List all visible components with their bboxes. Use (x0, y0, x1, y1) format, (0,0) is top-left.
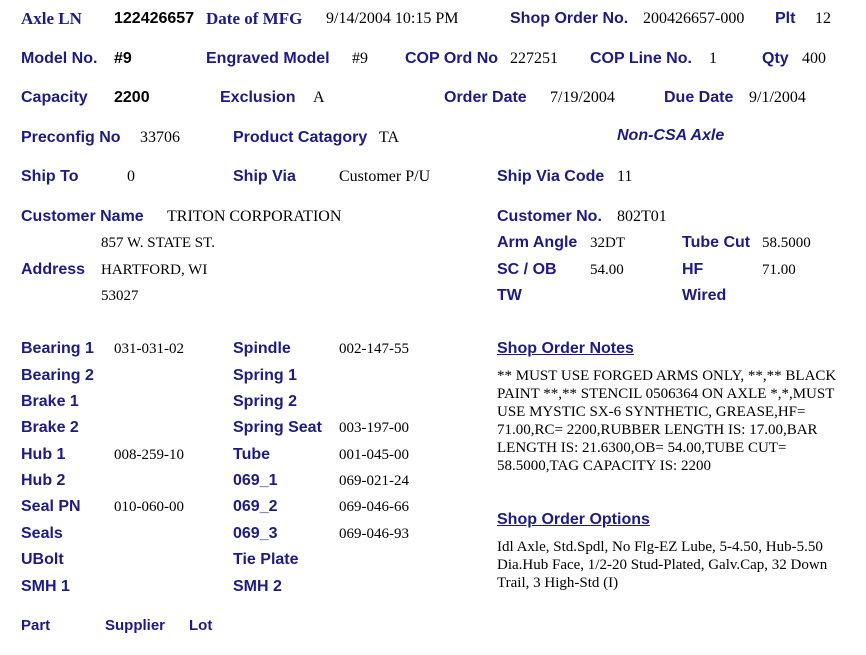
lot-label: Lot (189, 617, 213, 634)
tube-label: Tube (233, 446, 271, 463)
tube-value: 001-045-00 (339, 447, 409, 463)
tie-plate-label: Tie Plate (233, 551, 299, 568)
tube-cut-label: Tube Cut (682, 234, 751, 251)
shop-order-value: 200426657-000 (643, 10, 745, 27)
069-2-value: 069-046-66 (339, 499, 409, 515)
engraved-model-value: #9 (352, 50, 368, 67)
exclusion-label: Exclusion (220, 89, 296, 106)
brake-2-label: Brake 2 (21, 419, 79, 436)
hf-label: HF (682, 261, 704, 278)
seal-pn-value: 010-060-00 (114, 499, 184, 515)
cop-ord-value: 227251 (510, 50, 558, 67)
sc-ob-value: 54.00 (590, 262, 624, 278)
non-csa-label: Non-CSA Axle (617, 127, 725, 144)
customer-no-value: 802T01 (617, 208, 667, 225)
due-date-label: Due Date (664, 89, 734, 106)
cop-line-label: COP Line No. (590, 50, 692, 67)
model-label: Model No. (21, 50, 98, 67)
tw-label: TW (497, 287, 522, 304)
shop-order-options-title: Shop Order Options (497, 511, 650, 528)
hub-1-label: Hub 1 (21, 446, 66, 463)
arm-angle-label: Arm Angle (497, 234, 578, 251)
spindle-label: Spindle (233, 340, 291, 357)
cop-ord-label: COP Ord No (405, 50, 499, 67)
product-category-label: Product Catagory (233, 129, 368, 146)
order-date-label: Order Date (444, 89, 527, 106)
seals-label: Seals (21, 525, 63, 542)
hub-1-value: 008-259-10 (114, 447, 184, 463)
address-line-1: 857 W. STATE ST. (101, 235, 215, 251)
product-category-value: TA (379, 129, 400, 146)
preconfig-value: 33706 (140, 129, 180, 146)
date-mfg-label: Date of MFG (206, 9, 303, 28)
plt-label: Plt (775, 10, 796, 27)
069-1-value: 069-021-24 (339, 473, 409, 489)
hub-2-label: Hub 2 (21, 472, 66, 489)
seal-pn-label: Seal PN (21, 498, 81, 515)
069-2-label: 069_2 (233, 498, 278, 515)
brake-1-label: Brake 1 (21, 393, 79, 410)
ship-via-code-label: Ship Via Code (497, 168, 605, 185)
preconfig-label: Preconfig No (21, 129, 121, 146)
shop-order-label: Shop Order No. (510, 10, 629, 27)
069-3-value: 069-046-93 (339, 526, 409, 542)
spindle-value: 002-147-55 (339, 341, 409, 357)
customer-no-label: Customer No. (497, 208, 602, 225)
shop-order-options-text: Idl Axle, Std.Spdl, No Flg-EZ Lube, 5-4.50, Hub-5.50 Dia.Hub Face, 1/2-20 Stud-Plated, Galv.Cap, 32 Down Trail, 3 High-Std (I) (497, 539, 828, 591)
spring-seat-label: Spring Seat (233, 419, 322, 436)
smh-2-label: SMH 2 (233, 578, 282, 595)
supplier-label: Supplier (105, 617, 166, 634)
qty-value: 400 (802, 50, 826, 67)
069-3-label: 069_3 (233, 525, 278, 542)
address-label: Address (21, 261, 86, 278)
customer-name-value: TRITON CORPORATION (167, 208, 342, 225)
bearing-1-value: 031-031-02 (114, 341, 184, 357)
wired-label: Wired (682, 287, 727, 304)
due-date-value: 9/1/2004 (749, 89, 806, 106)
address-line-3: 53027 (101, 288, 139, 304)
qty-label: Qty (762, 50, 789, 67)
arm-angle-value: 32DT (590, 235, 625, 251)
sc-ob-label: SC / OB (497, 261, 557, 278)
order-date-value: 7/19/2004 (550, 89, 615, 106)
ship-via-label: Ship Via (233, 168, 296, 185)
ship-to-label: Ship To (21, 168, 79, 185)
tube-cut-value: 58.5000 (762, 235, 811, 251)
capacity-value: 2200 (114, 89, 150, 106)
smh-1-label: SMH 1 (21, 578, 70, 595)
ship-via-value: Customer P/U (339, 168, 431, 185)
part-label: Part (21, 617, 51, 634)
ship-to-value: 0 (127, 168, 135, 185)
axle-ln-label: Axle LN (21, 9, 82, 28)
shop-order-notes-title: Shop Order Notes (497, 340, 634, 357)
shop-order-notes-text: ** MUST USE FORGED ARMS ONLY, **,** BLACK PAINT **,** STENCIL 0506364 ON AXLE *,*,MUST USE MYSTIC SX-6 SYNTHETIC, GREASE,HF= 71.00,RC= 2200,RUBBER LENGTH IS: 17.00,BAR LENGTH IS: 21.6300,OB= 54.00,TUBE CUT= 58.5000,TAG CAPACITY IS: 2200 (497, 368, 837, 474)
date-mfg-value: 9/14/2004 10:15 PM (326, 10, 459, 27)
capacity-label: Capacity (21, 89, 88, 106)
spring-1-label: Spring 1 (233, 367, 298, 384)
hf-value: 71.00 (762, 262, 796, 278)
plt-value: 12 (815, 10, 831, 27)
engraved-model-label: Engraved Model (206, 50, 330, 67)
axle-ln-value: 122426657 (114, 10, 195, 27)
address-line-2: HARTFORD, WI (101, 262, 208, 278)
model-value: #9 (114, 50, 132, 67)
spring-2-label: Spring 2 (233, 393, 298, 410)
customer-name-label: Customer Name (21, 208, 144, 225)
069-1-label: 069_1 (233, 472, 278, 489)
bearing-1-label: Bearing 1 (21, 340, 94, 357)
bearing-2-label: Bearing 2 (21, 367, 94, 384)
cop-line-value: 1 (709, 50, 717, 67)
exclusion-value: A (313, 89, 325, 106)
spring-seat-value: 003-197-00 (339, 420, 409, 436)
ship-via-code-value: 11 (617, 168, 633, 185)
ubolt-label: UBolt (21, 551, 64, 568)
